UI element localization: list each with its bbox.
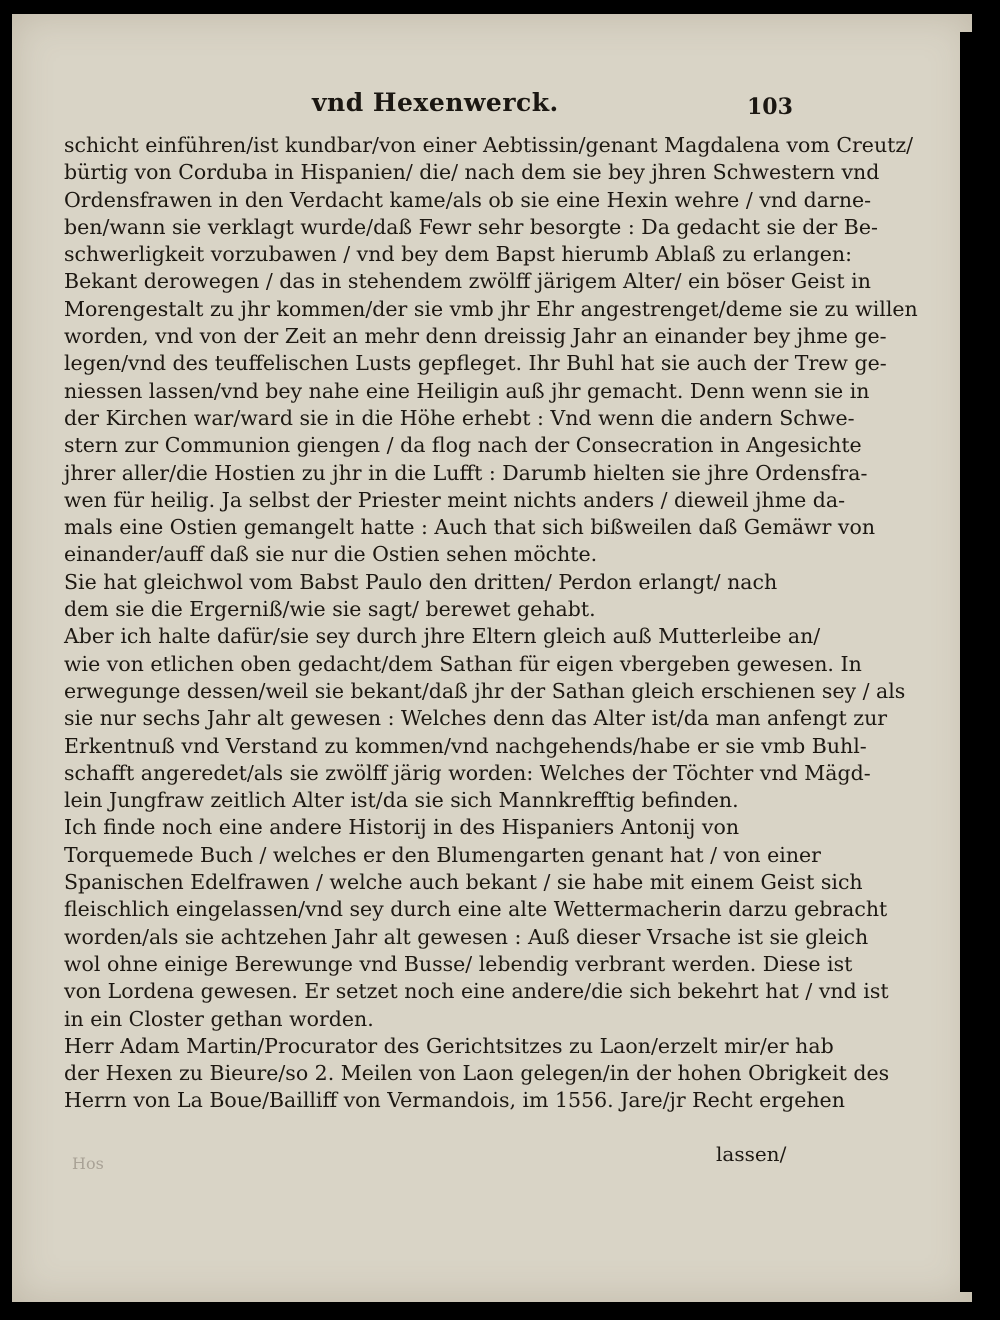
text-line: bürtig von Corduba in Hispanien/ die/ nach dem sie bey jhren Schwestern vnd: [64, 160, 880, 185]
text-line: Spanischen Edelfrawen / welche auch bekant / sie habe mit einem Geist sich: [64, 870, 863, 895]
text-line: der Kirchen war/ward sie in die Höhe erhebt : Vnd wenn die andern Schwe-: [64, 405, 855, 430]
text-line: worden, vnd von der Zeit an mehr denn dreissig Jahr an einander bey jhme ge-: [64, 324, 887, 349]
text-line: fleischlich eingelassen/vnd sey durch eine alte Wettermacherin darzu gebracht: [64, 897, 888, 922]
text-line: Ich finde noch eine andere Historij in des Hispaniers Antonij von: [64, 815, 740, 840]
text-line: schicht einführen/ist kundbar/von einer Aebtissin/genant Magdalena vom Creutz/: [64, 133, 914, 157]
text-line: Herrn von La Boue/Bailliff von Vermandois, im 1556. Jare/jr Recht ergehen: [64, 1088, 845, 1113]
text-line: Sie hat gleichwol vom Babst Paulo den dritten/ Perdon erlangt/ nach: [64, 569, 778, 594]
text-line: von Lordena gewesen. Er setzet noch eine andere/die sich bekehrt hat / vnd ist: [64, 979, 889, 1004]
text-block: [64, 132, 918, 1115]
text-line: schwerligkeit vorzubawen / vnd bey dem Bapst hierumb Ablaß zu erlangen:: [64, 242, 853, 267]
text-line: wie von etlichen oben gedacht/dem Sathan für eigen vbergeben gewesen. In: [64, 651, 862, 676]
text-line: Erkentnuß vnd Verstand zu kommen/vnd nachgehends/habe er sie vmb Buhl-: [64, 733, 867, 758]
text-line: in ein Closter gethan worden.: [64, 1006, 374, 1031]
text-line: Bekant derowegen / das in stehendem zwölff järigem Alter/ ein böser Geist in: [64, 269, 871, 294]
text-line: wen für heilig. Ja selbst der Priester meint nichts anders / dieweil jhme da-: [64, 487, 846, 512]
text-line: ben/wann sie verklagt wurde/daß Fewr sehr besorgte : Da gedacht sie der Be-: [64, 214, 878, 239]
text-line: erwegunge dessen/weil sie bekant/daß jhr der Sathan gleich erschienen sey / als: [64, 678, 906, 703]
text-line: der Hexen zu Bieure/so 2. Meilen von Laon gelegen/in der hohen Obrigkeit des: [64, 1061, 890, 1086]
text-line: Aber ich halte dafür/sie sey durch jhre Eltern gleich auß Mutterleibe an/: [64, 624, 821, 649]
text-line: dem sie die Ergerniß/wie sie sagt/ berewet gehabt.: [64, 597, 596, 622]
text-line: Ordensfrawen in den Verdacht kame/als ob sie eine Hexin wehre / vnd darne-: [64, 187, 872, 212]
text-line: wol ohne einige Berewunge vnd Busse/ lebendig verbrant werden. Diese ist: [64, 951, 853, 976]
book-page: [12, 14, 972, 1302]
text-line: jhrer aller/die Hostien zu jhr in die Lufft : Darumb hielten sie jhre Ordensfra-: [64, 460, 868, 485]
text-line: niessen lassen/vnd bey nahe eine Heiligin auß jhr gemacht. Denn wenn sie in: [64, 378, 870, 403]
text-line: Herr Adam Martin/Procurator des Gerichtsitzes zu Laon/erzelt mir/er hab: [64, 1033, 834, 1058]
page-number: 103: [747, 94, 793, 120]
text-line: lein Jungfraw zeitlich Alter ist/da sie sich Mannkrefftig befinden.: [64, 788, 739, 813]
text-line: Morengestalt zu jhr kommen/der sie vmb jhr Ehr angestrenget/deme sie zu willen: [64, 296, 918, 321]
page-edge-shadow: [960, 32, 978, 1292]
text-line: schafft angeredet/als sie zwölff järig worden: Welches der Töchter vnd Mägd-: [64, 760, 871, 785]
text-line: mals eine Ostien gemangelt hatte : Auch that sich bißweilen daß Gemäwr von: [64, 515, 876, 540]
marginal-mark: Hos: [72, 1154, 104, 1173]
running-header: vnd Hexenwerck.: [312, 88, 559, 117]
text-line: worden/als sie achtzehen Jahr alt gewesen : Auß dieser Vrsache ist sie gleich: [64, 924, 869, 949]
text-line: sie nur sechs Jahr alt gewesen : Welches denn das Alter ist/da man anfengt zur: [64, 706, 888, 731]
text-line: legen/vnd des teuffelischen Lusts gepfleget. Ihr Buhl hat sie auch der Trew ge-: [64, 351, 887, 376]
text-line: Torquemede Buch / welches er den Blumengarten genant hat / von einer: [64, 842, 821, 867]
text-line: stern zur Communion giengen / da flog nach der Consecration in Angesichte: [64, 433, 862, 458]
catchword: lassen/: [716, 1142, 787, 1166]
text-line: einander/auff daß sie nur die Ostien sehen möchte.: [64, 542, 598, 567]
